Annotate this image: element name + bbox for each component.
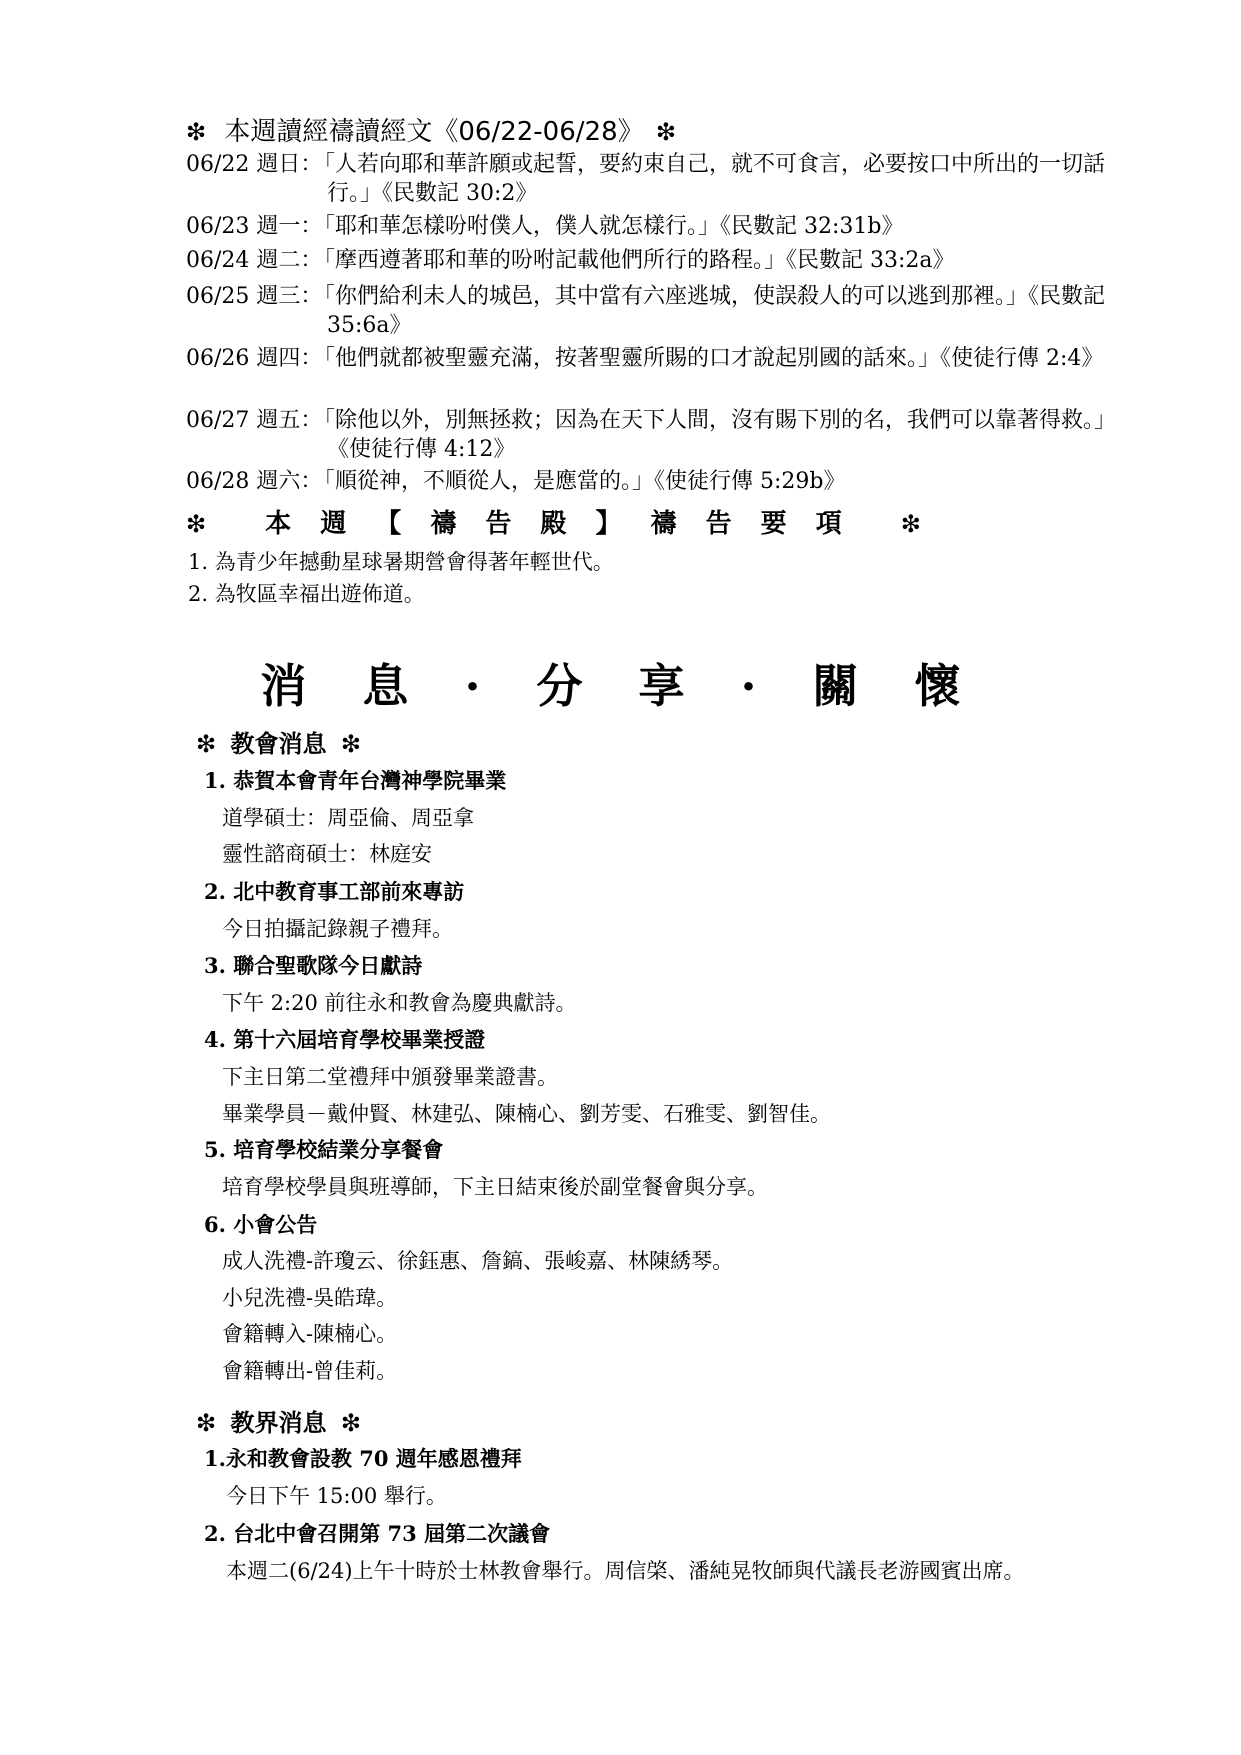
church-news-line: 成人洗禮-許瓊云、徐鈺惠、詹鎬、張峻嘉、林陳綉琴。 bbox=[222, 1249, 734, 1273]
verse-row bbox=[186, 282, 1106, 340]
prayer-item: 1. 為青少年撼動星球暑期營會得著年輕世代。 bbox=[188, 550, 614, 574]
church-news-line: 畢業學員－戴仲賢、林建弘、陳楠心、劉芳雯、石雅雯、劉智佳。 bbox=[222, 1102, 831, 1126]
verse-text: 「人若向耶和華許願或起誓，要約束自己，就不可食言，必要按口中所出的一切話行。」《民數記 30:2》 bbox=[313, 152, 1106, 206]
church-news-title: 1. 恭賀本會青年台灣神學院畢業 bbox=[204, 768, 507, 793]
flower-left-icon: ❇ bbox=[186, 510, 207, 538]
prayer-heading-text: 本 週 【 禱 告 殿 】 禱 告 要 項 bbox=[265, 509, 852, 539]
verse-text: 「除他以外，別無拯救；因為在天下人間，沒有賜下別的名，我們可以靠著得救。」《使徒行傳 4:12》 bbox=[313, 408, 1117, 462]
verse-date: 06/25 週三： bbox=[186, 284, 323, 309]
church-news-line: 靈性諮商碩士：林庭安 bbox=[222, 842, 432, 866]
verse-date: 06/24 週二： bbox=[186, 248, 323, 273]
flower-left-icon: ❇ bbox=[196, 1409, 217, 1437]
church-news-title: 6. 小會公告 bbox=[204, 1212, 318, 1237]
flower-left-icon: ❇ bbox=[186, 118, 207, 146]
verse-text: 「他們就都被聖靈充滿，按著聖靈所賜的口才說起別國的話來。」《使徒行傳 2:4》 bbox=[313, 346, 1104, 371]
church-news-heading bbox=[196, 724, 361, 759]
verse-text: 「你們給利未人的城邑，其中當有六座逃城，使誤殺人的可以逃到那裡。」《民數記 35:6a》 bbox=[313, 284, 1106, 338]
flower-right-icon: ❇ bbox=[900, 510, 921, 538]
verse-row bbox=[186, 344, 1104, 373]
verse-row bbox=[186, 406, 1117, 464]
verse-text: 「順從神，不順從人，是應當的。」《使徒行傳 5:29b》 bbox=[313, 469, 846, 494]
verse-date: 06/23 週一： bbox=[186, 214, 323, 239]
reading-heading bbox=[186, 111, 676, 148]
flower-left-icon: ❇ bbox=[196, 730, 217, 758]
verse-row bbox=[186, 212, 1086, 241]
verse-row bbox=[186, 150, 1106, 208]
church-news-heading-text: 教會消息 bbox=[230, 730, 327, 758]
world-news-heading bbox=[196, 1403, 361, 1438]
world-news-line: 本週二(6/24)上午十時於士林教會舉行。周信棨、潘純晃牧師與代議長老游國賓出席。 bbox=[226, 1559, 1025, 1583]
world-news-heading-text: 教界消息 bbox=[230, 1409, 327, 1437]
church-news-title: 3. 聯合聖歌隊今日獻詩 bbox=[204, 953, 423, 978]
verse-row bbox=[186, 246, 1086, 275]
flower-right-icon: ❇ bbox=[340, 1409, 361, 1437]
church-news-line: 道學碩士：周亞倫、周亞拿 bbox=[222, 806, 474, 830]
main-title: 消 息 · 分 享 · 關 懷 bbox=[260, 659, 981, 713]
prayer-heading bbox=[186, 503, 921, 540]
church-news-title: 5. 培育學校結業分享餐會 bbox=[204, 1137, 444, 1162]
world-news-title: 1.永和教會設教 70 週年感恩禮拜 bbox=[204, 1446, 522, 1471]
church-news-line: 今日拍攝記錄親子禮拜。 bbox=[222, 917, 453, 941]
church-news-line: 會籍轉入-陳楠心。 bbox=[222, 1322, 398, 1346]
verse-row bbox=[186, 467, 1086, 496]
world-news-title: 2. 台北中會召開第 73 屆第二次議會 bbox=[204, 1521, 551, 1546]
church-news-title: 4. 第十六屆培育學校畢業授證 bbox=[204, 1027, 486, 1052]
church-news-title: 2. 北中教育事工部前來專訪 bbox=[204, 879, 465, 904]
reading-heading-text: 本週讀經禱讀經文《06/22-06/28》 bbox=[224, 117, 644, 147]
flower-right-icon: ❇ bbox=[340, 730, 361, 758]
church-news-line: 下主日第二堂禮拜中頒發畢業證書。 bbox=[222, 1065, 558, 1089]
world-news-line: 今日下午 15:00 舉行。 bbox=[226, 1484, 447, 1508]
verse-date: 06/22 週日： bbox=[186, 152, 323, 177]
prayer-item: 2. 為牧區幸福出遊佈道。 bbox=[188, 582, 425, 606]
verse-date: 06/26 週四： bbox=[186, 346, 323, 371]
verse-date: 06/27 週五： bbox=[186, 408, 323, 433]
flower-right-icon: ❇ bbox=[655, 118, 676, 146]
church-news-line: 培育學校學員與班導師，下主日結束後於副堂餐會與分享。 bbox=[222, 1175, 768, 1199]
verse-text: 「耶和華怎樣吩咐僕人，僕人就怎樣行。」《民數記 32:31b》 bbox=[313, 214, 904, 239]
church-news-line: 下午 2:20 前往永和教會為慶典獻詩。 bbox=[222, 991, 577, 1015]
church-news-line: 小兒洗禮-吳皓瑋。 bbox=[222, 1286, 398, 1310]
verse-date: 06/28 週六： bbox=[186, 469, 323, 494]
church-news-line: 會籍轉出-曾佳莉。 bbox=[222, 1359, 398, 1383]
verse-text: 「摩西遵著耶和華的吩咐記載他們所行的路程。」《民數記 33:2a》 bbox=[313, 248, 955, 273]
